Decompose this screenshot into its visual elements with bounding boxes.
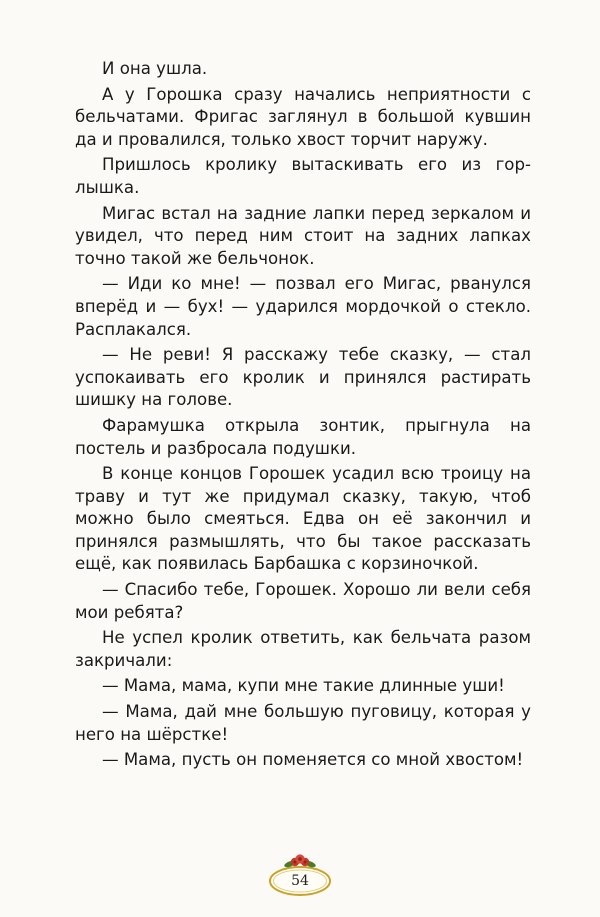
page-footer <box>0 853 600 905</box>
page-number-ornament <box>264 853 336 901</box>
paragraph: — Мама, пусть он поменяется со мной хвостом! <box>102 750 524 770</box>
paragraph: — Не реви! Я расскажу тебе сказку, — стал успокаивать его кролик и принялся растирать шишку на голове. <box>75 345 531 410</box>
paragraph: Пришлось кролику вытаскивать его из горлышка. <box>75 155 531 197</box>
paragraph: А у Горошка сразу начались неприятности с бельчатами. Фригас заглянул в большой кувшин да и провалился, только хвост торчит наружу. <box>75 84 531 149</box>
paragraph: — Иди ко мне! — позвал его Мигас, рванулся вперёд и — бух! — ударился мордочкой о стекло. Расплакался. <box>75 274 531 339</box>
page-number: 54 <box>291 873 309 889</box>
paragraph: Фарамушка открыла зонтик, прыгнула на постель и разбросала подушки. <box>75 415 531 458</box>
paragraph: — Мама, дай мне большую пуговицу, которая у него на шёрстке! <box>75 702 531 744</box>
paragraph: Мигас встал на задние лапки перед зеркалом и увидел, что перед ним стоит на задних лапках точно такой же бельчонок. <box>75 203 531 268</box>
paragraph: В конце концов Горошек усадил всю троицу на траву и тут же придумал сказку, такую, чтоб можно было смеяться. Едва он её закончил и принялся размышлять, что бы такое рассказать ещё, как появилась Барбашка с корзиночкой. <box>75 464 531 574</box>
page-text <box>75 58 531 775</box>
paragraph: — Мама, мама, купи мне такие длинные уши! <box>102 676 505 696</box>
paragraph: — Спасибо тебе, Горошек. Хорошо ли вели себя мои ребята? <box>75 580 531 622</box>
paragraph: И она ушла. <box>102 59 208 78</box>
paragraph: Не успел кролик ответить, как бельчата разом закричали: <box>75 628 531 670</box>
